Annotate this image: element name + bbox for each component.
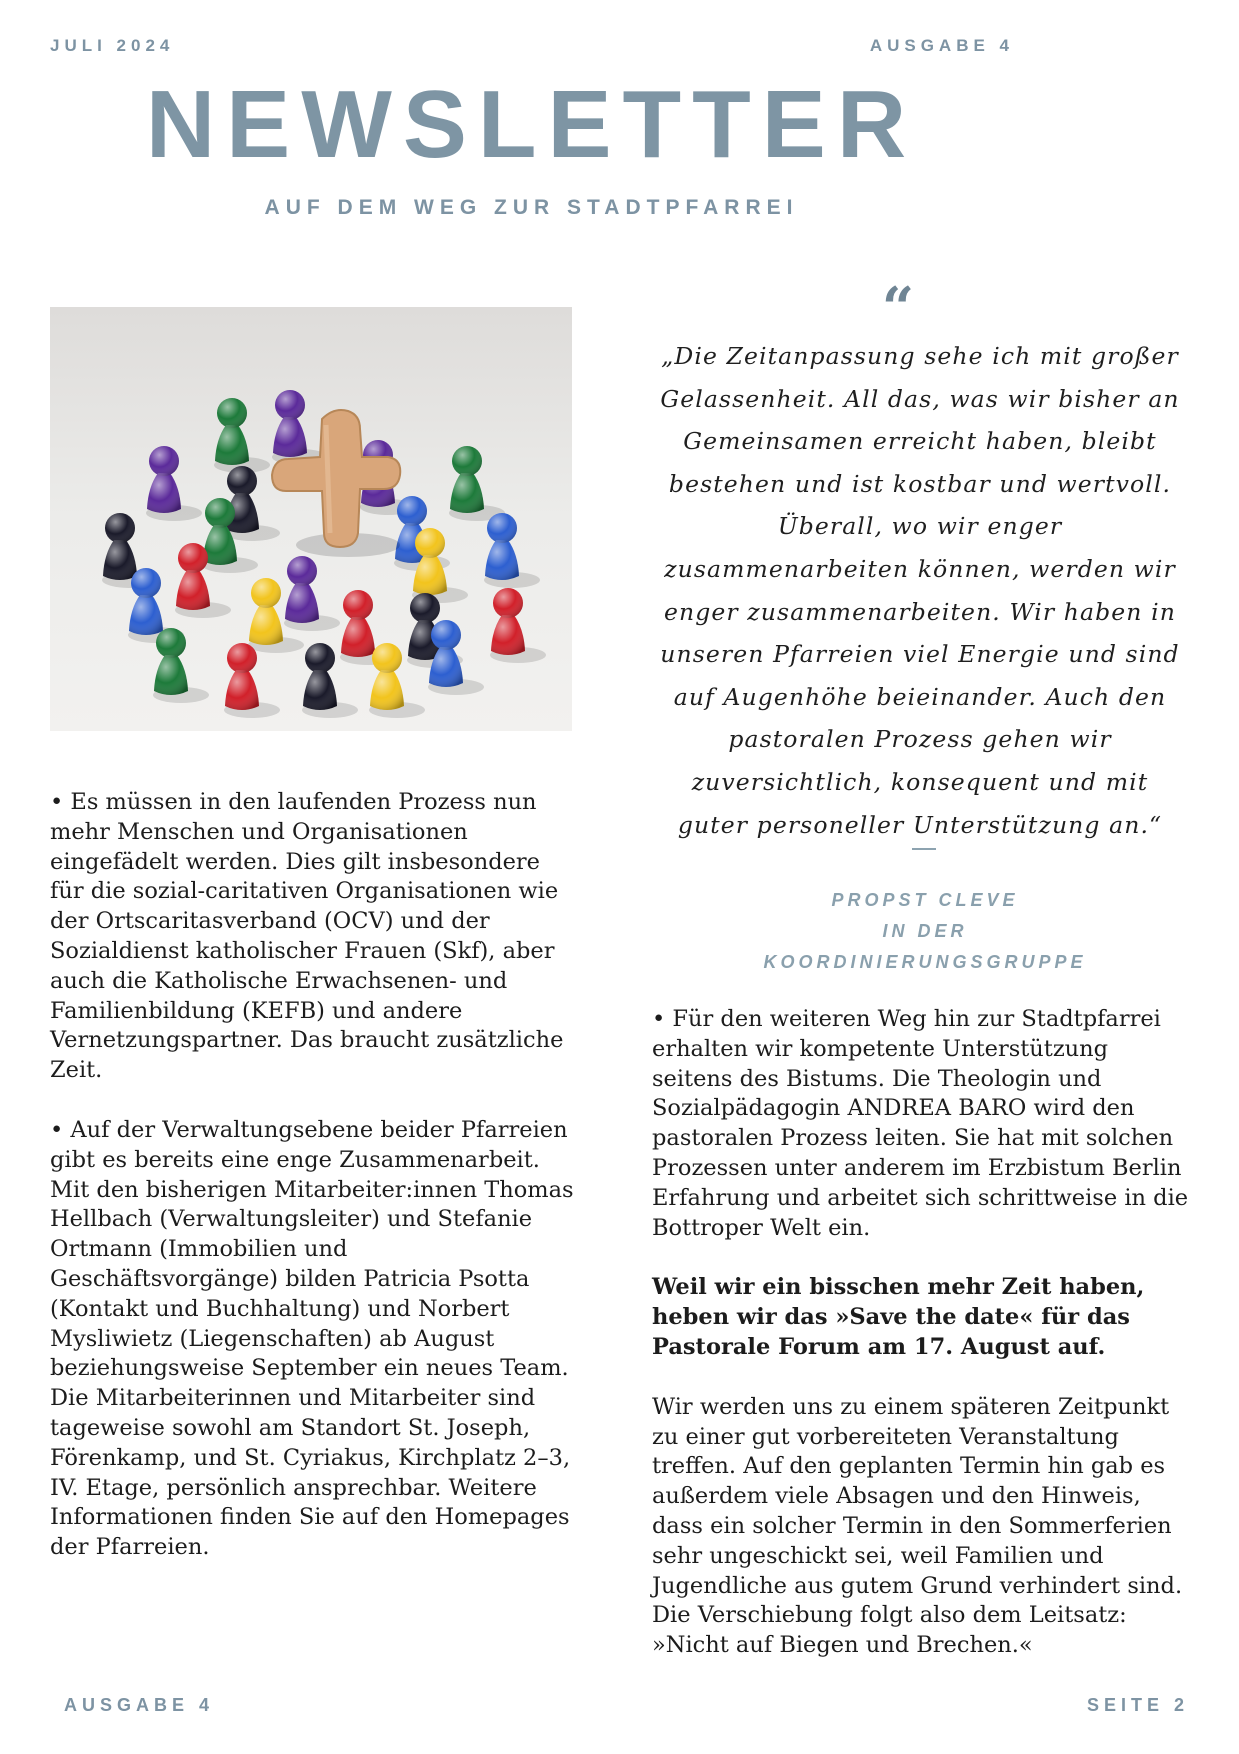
- left-paragraph-1: • Es müssen in den laufenden Prozess nun mehr Menschen und Organisationen eingefädelt werden. Dies gilt insbesondere für die sozial-caritativen Organisationen wie der Ortscaritasverband (OCV) und der Sozialdienst katholischer Frauen (Skf), aber auch die Katholische Erwachsenen- und Familienbildung (KEFB) und andere Vernetzungspartner. Das braucht zusätzliche Zeit.: [50, 789, 564, 1084]
- quote-mark-icon: “: [881, 275, 915, 341]
- quote-divider: [912, 848, 936, 850]
- right-paragraph-1: • Für den weiteren Weg hin zur Stadtpfarrei erhalten wir kompetente Unterstützung seitens des Bistums. Die Theologin und Sozialpädagogin ANDREA BARO wird den pastoralen Prozess leiten. Sie hat mit solchen Prozessen unter anderem im Erzbistum Berlin Erfahrung und arbeitet sich schrittweise in die Bottroper Welt ein.: [652, 1006, 1189, 1241]
- left-column-text: [50, 788, 580, 1593]
- footer-page-number: SEITE 2: [1086, 1695, 1189, 1715]
- quote-author: [655, 885, 1195, 978]
- footer-issue: AUSGABE 4: [64, 1695, 215, 1715]
- right-paragraph-bold: Weil wir ein bisschen mehr Zeit haben, heben wir das »Save the date« für das Pastorale Forum am 17. August auf.: [652, 1274, 1145, 1360]
- right-paragraph-3: Wir werden uns zu einem späteren Zeitpunkt zu einer gut vorbereiteten Veranstaltung treffen. Auf den geplanten Termin hin gab es außerdem viele Absagen und den Hinweis, dass ein solcher Termin in den Sommerferien sehr ungeschickt sei, weil Familien und Jugendliche aus gutem Grund verhindert sind. Die Verschiebung folgt also dem Leitsatz: »Nicht auf Biegen und Brechen.«: [652, 1393, 1183, 1659]
- quote-author-line-2: IN DER: [882, 921, 968, 941]
- newsletter-title: NEWSLETTER: [145, 71, 918, 178]
- header-issue: AUSGABE 4: [869, 36, 1014, 55]
- right-column-text: [652, 1005, 1192, 1691]
- cross-game-pieces-photo: [50, 307, 572, 731]
- newsletter-subtitle: AUF DEM WEG ZUR STADTPFARREI: [264, 196, 799, 219]
- left-paragraph-2: • Auf der Verwaltungsebene beider Pfarreien gibt es bereits eine enge Zusammenarbeit. Mit den bisherigen Mitarbeiter:innen Thomas Hellbach (Verwaltungsleiter) und Stefanie Ortmann (Immobilien und Geschäftsvorgänge) bilden Patricia Psotta (Kontakt und Buchhaltung) und Norbert Mysliwietz (Liegenschaften) ab August beziehungsweise September ein neues Team. Die Mitarbeiterinnen und Mitarbeiter sind tageweise sowohl am Standort St. Joseph, Förenkamp, und St. Cyriakus, Kirchplatz 2–3, IV. Etage, persönlich ansprechbar. Weitere Informationen finden Sie auf den Homepages der Pfarreien.: [50, 1116, 574, 1561]
- header-date: JULI 2024: [50, 36, 175, 55]
- pull-quote: „Die Zeitanpassung sehe ich mit großer Gelassenheit. All das, was wir bisher an Gemeinsamen erreicht haben, bleibt bestehen und ist kostbar und wertvoll. Überall, wo wir enger zusammenarbeiten können, werden wir enger zusammenarbeiten. Wir haben in unseren Pfarreien viel Energie und sind auf Augenhöhe beieinander. Auch den pastoralen Prozess gehen wir zuversichtlich, konsequent und mit guter personeller Unterstützung an.“: [660, 342, 1180, 839]
- quote-author-line-3: KOORDINIERUNGSGRUPPE: [763, 952, 1087, 972]
- quote-author-line-1: PROPST CLEVE: [831, 890, 1019, 910]
